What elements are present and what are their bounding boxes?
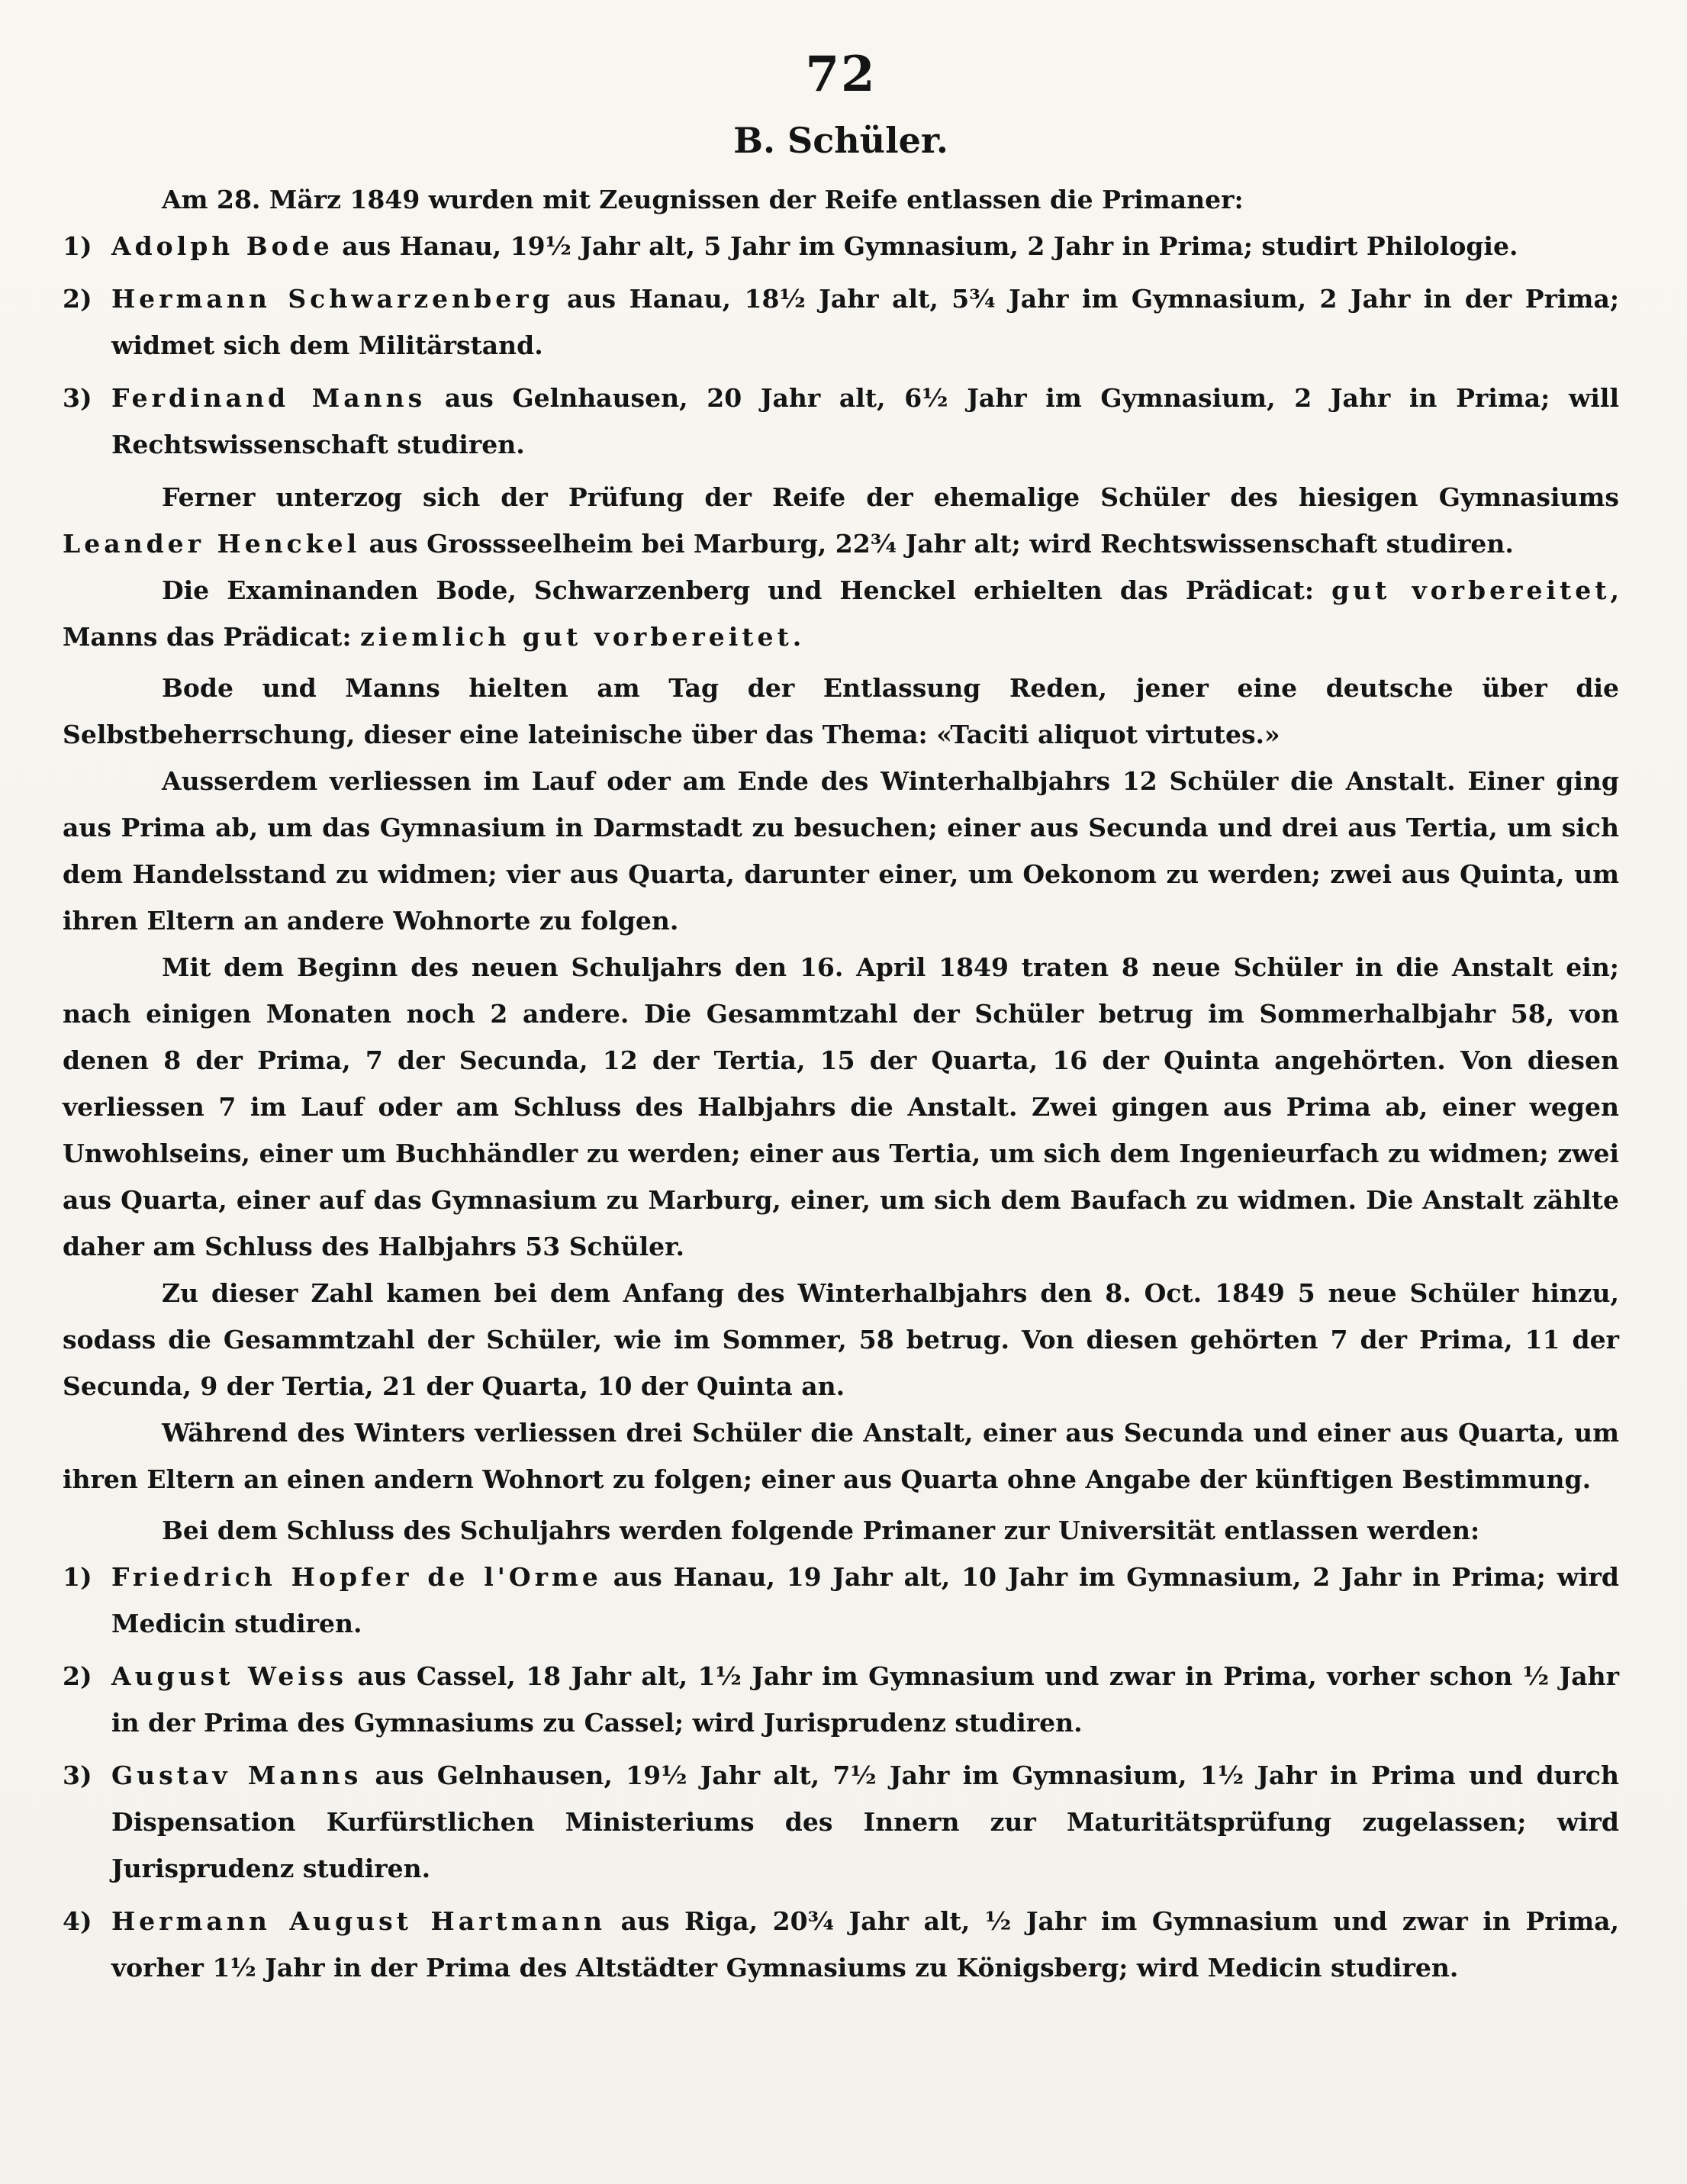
list-text bbox=[111, 223, 1619, 269]
graduate-name: Gustav Manns bbox=[111, 1760, 362, 1790]
list-number: 3) bbox=[63, 383, 92, 413]
grade-label: gut vorbereitet bbox=[1331, 575, 1611, 605]
text-run: Ferner unterzog sich der Prüfung der Reife der ehemalige Schüler des hiesigen Gymnasiums bbox=[162, 482, 1619, 512]
graduate-name: Hermann Schwarzenberg bbox=[111, 284, 554, 314]
page-content bbox=[63, 46, 1619, 1997]
list-text bbox=[111, 1653, 1619, 1746]
list-number: 1) bbox=[63, 231, 92, 261]
paragraph-examinanden bbox=[63, 567, 1619, 660]
section-title: B. Schüler. bbox=[733, 120, 948, 161]
graduate-1849-1 bbox=[63, 223, 1619, 269]
graduate-details: aus Riga, 20¾ Jahr alt, ½ Jahr im Gymnasium und zwar in Prima, vorher 1½ Jahr in der Prima des Altstädter Gymnasiums zu Königsberg; wird Medicin studiren. bbox=[111, 1906, 1619, 1983]
graduate-name: Friedrich Hopfer de l'Orme bbox=[111, 1562, 602, 1592]
list-text bbox=[111, 275, 1619, 369]
grade-label: ziemlich gut vorbereitet bbox=[360, 622, 793, 652]
paragraph-schluss: Bei dem Schluss des Schuljahrs werden folgende Primaner zur Universität entlassen werden: bbox=[162, 1516, 1480, 1545]
person-name: Leander Henckel bbox=[63, 529, 361, 559]
text-run: , Manns das Prädicat: bbox=[63, 575, 1620, 652]
intro-paragraph: Am 28. März 1849 wurden mit Zeugnissen der Reife entlassen die Primaner: bbox=[162, 185, 1244, 214]
text-run: Die Examinanden Bode, Schwarzenberg und Henckel erhielten das Prädicat: bbox=[162, 575, 1332, 605]
graduate-details: aus Cassel, 18 Jahr alt, 1½ Jahr im Gymnasium und zwar in Prima, vorher schon ½ Jahr in der Prima des Gymnasiums zu Cassel; wird Jurisprudenz studiren. bbox=[111, 1661, 1619, 1738]
list-number: 2) bbox=[63, 1661, 92, 1691]
graduate-1850-1 bbox=[63, 1554, 1619, 1647]
text-run: aus Grossseelheim bei Marburg, 22¾ Jahr alt; wird Rechtswissenschaft studiren. bbox=[360, 529, 1514, 559]
page-number: 72 bbox=[805, 46, 877, 103]
list-number: 4) bbox=[63, 1906, 92, 1936]
paragraph-winter: Während des Winters verliessen drei Schüler die Anstalt, einer aus Secunda und einer aus Quarta, um ihren Eltern an einen andern Wohnort zu folgen; einer aus Quarta ohne Angabe der künftigen Bestimmung. bbox=[63, 1418, 1619, 1494]
graduate-details: aus Hanau, 19½ Jahr alt, 5 Jahr im Gymnasium, 2 Jahr in Prima; studirt Philologie. bbox=[333, 231, 1518, 261]
list-number: 2) bbox=[63, 284, 92, 314]
graduate-name: August Weiss bbox=[111, 1661, 348, 1691]
list-text bbox=[111, 1898, 1619, 1991]
paragraph-reden: Bode und Manns hielten am Tag der Entlassung Reden, jener eine deutsche über die Selbstbeherrschung, dieser eine lateinische über das Thema: «Taciti aliquot virtutes.» bbox=[63, 673, 1619, 749]
list-text bbox=[111, 1752, 1619, 1892]
graduate-name: Adolph Bode bbox=[111, 231, 333, 261]
list-text bbox=[111, 375, 1619, 468]
graduate-1850-2 bbox=[63, 1653, 1619, 1746]
graduate-1849-2 bbox=[63, 275, 1619, 369]
paragraph-ferner bbox=[63, 474, 1619, 567]
text-run: . bbox=[792, 622, 802, 652]
graduate-1849-3 bbox=[63, 375, 1619, 468]
list-text bbox=[111, 1554, 1619, 1647]
paragraph-ausserdem: Ausserdem verliessen im Lauf oder am Ende des Winterhalbjahrs 12 Schüler die Anstalt. Einer ging aus Prima ab, um das Gymnasium in Darmstadt zu besuchen; einer aus Secunda und drei aus Tertia, um sich dem Handelsstand zu widmen; vier aus Quarta, darunter einer, um Oekonom zu werden; zwei aus Quinta, um ihren Eltern an andere Wohnorte zu folgen. bbox=[63, 766, 1619, 936]
graduate-details: aus Gelnhausen, 20 Jahr alt, 6½ Jahr im Gymnasium, 2 Jahr in Prima; will Rechtswissenschaft studiren. bbox=[111, 383, 1619, 459]
graduate-name: Hermann August Hartmann bbox=[111, 1906, 607, 1936]
paragraph-zahl: Zu dieser Zahl kamen bei dem Anfang des Winterhalbjahrs den 8. Oct. 1849 5 neue Schüler hinzu, sodass die Gesammtzahl der Schüler, wie im Sommer, 58 betrug. Von diesen gehörten 7 der Prima, 11 der Secunda, 9 der Tertia, 21 der Quarta, 10 der Quinta an. bbox=[63, 1278, 1619, 1401]
graduate-1850-3 bbox=[63, 1752, 1619, 1892]
list-number: 3) bbox=[63, 1760, 92, 1790]
graduate-1850-4 bbox=[63, 1898, 1619, 1991]
list-number: 1) bbox=[63, 1562, 92, 1592]
graduate-details: aus Hanau, 19 Jahr alt, 10 Jahr im Gymnasium, 2 Jahr in Prima; wird Medicin studiren. bbox=[111, 1562, 1619, 1638]
paragraph-beginn: Mit dem Beginn des neuen Schuljahrs den 16. April 1849 traten 8 neue Schüler in die Anstalt ein; nach einigen Monaten noch 2 andere. Die Gesammtzahl der Schüler betrug im Sommerhalbjahr 58, von denen 8 der Prima, 7 der Secunda, 12 der Tertia, 15 der Quarta, 16 der Quinta angehörten. Von diesen verliessen 7 im Lauf oder am Schluss des Halbjahrs die Anstalt. Zwei gingen aus Prima ab, einer wegen Unwohlseins, einer um Buchhändler zu werden; einer aus Tertia, um sich dem Ingenieurfach zu widmen; zwei aus Quarta, einer auf das Gymnasium zu Marburg, einer, um sich dem Baufach zu widmen. Die Anstalt zählte daher am Schluss des Halbjahrs 53 Schüler. bbox=[63, 952, 1619, 1261]
graduate-details: aus Gelnhausen, 19½ Jahr alt, 7½ Jahr im Gymnasium, 1½ Jahr in Prima und durch Dispensation Kurfürstlichen Ministeriums des Innern zur Maturitätsprüfung zugelassen; wird Jurisprudenz studiren. bbox=[111, 1760, 1619, 1883]
graduate-name: Ferdinand Manns bbox=[111, 383, 427, 413]
graduate-details: aus Hanau, 18½ Jahr alt, 5¾ Jahr im Gymnasium, 2 Jahr in der Prima; widmet sich dem Militärstand. bbox=[111, 284, 1620, 360]
